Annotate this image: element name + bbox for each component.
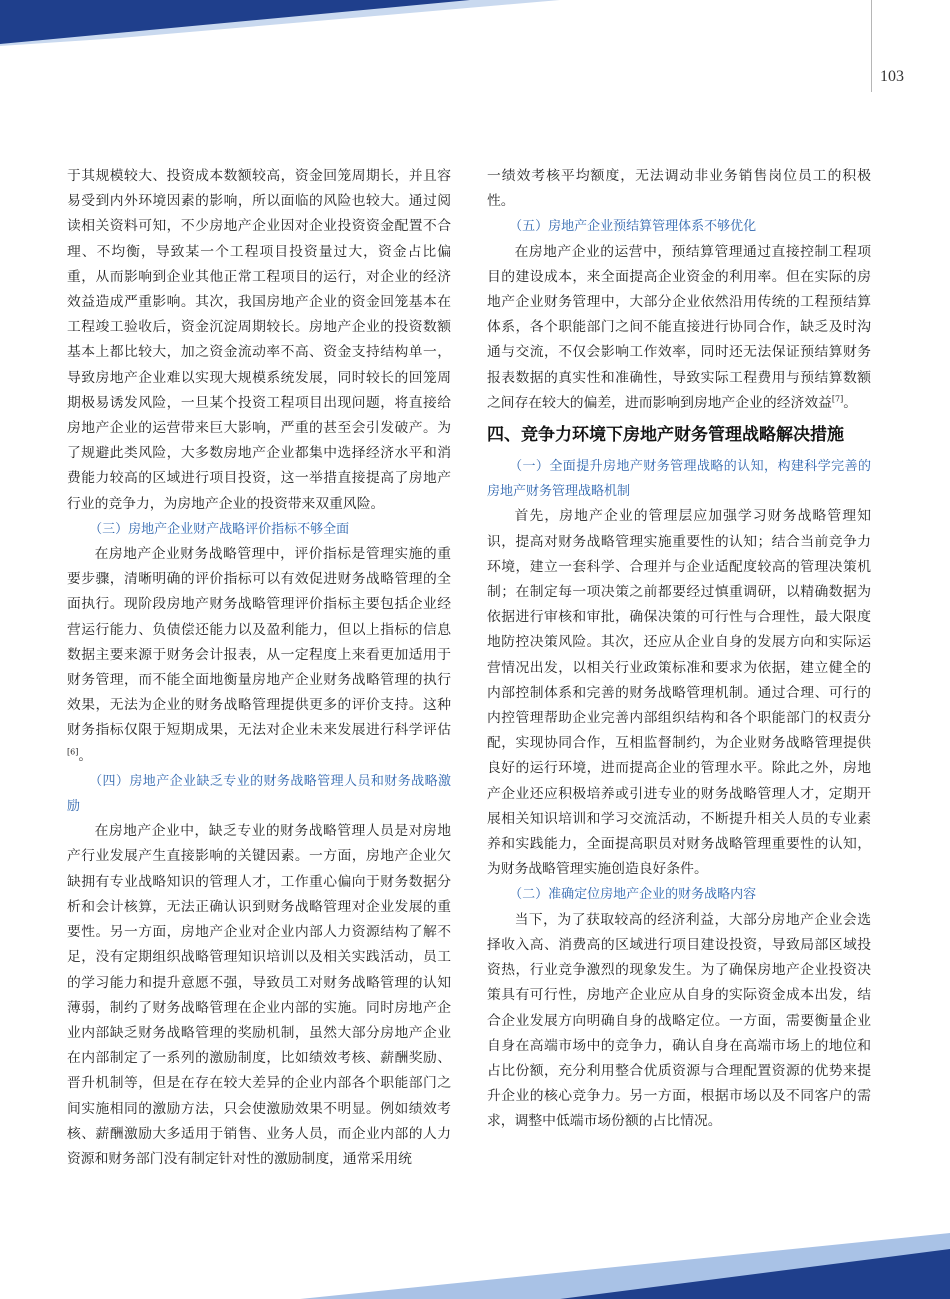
- body-paragraph: 在房地产企业中，缺乏专业的财务战略管理人员是对房地产行业发展产生直接影响的关键因素。一方面，房地产企业欠缺拥有专业战略知识的管理人才，工作重心偏向于财务数据分析和会计核算，无法正确认识到财务战略管理对企业发展的重要性。另一方面，房地产企业对企业内部人力资源结构了解不足，没有定期组织战略管理知识培训以及相关实践活动，员工的学习能力和提升意愿不强，导致员工对财务战略管理的认知薄弱，制约了财务战略管理在企业内部的实施。同时房地产企业内部缺乏财务战略管理的奖励机制，虽然大部分房地产企业在内部制定了一系列的激励制度，比如绩效考核、薪酬奖励、晋升机制等，但是在存在较大差异的企业内部各个职能部门之间实施相同的激励方法，只会使激励效果不明显。例如绩效考核、薪酬激励大多适用于销售、业务人员，而企业内部的人力资源和财务部门没有制定针对性的激励制度，通常采用统: [67, 823, 451, 1167]
- subsection-heading-3: （三）房地产企业财产战略评价指标不够全面: [89, 521, 350, 537]
- paragraph-text: 在房地产企业财务战略管理中，评价指标是管理实施的重要步骤，清晰明确的评价指标可以有效促进财务战略管理的全面执行。现阶段房地产财务战略管理评价指标主要包括企业经营运行能力、负债偿还能力以及盈利能力，但以上指标的信息数据主要来源于财务会计报表，从一定程度上来看更加适用于财务管理，而不能全面地衡量房地产企业财务战略管理的执行效果，无法为企业的财务战略管理提供更多的评价支持。这种财务指标仅限于短期成果，无法对企业未来发展进行科学评估: [67, 546, 451, 739]
- body-paragraph: 一绩效考核平均额度，无法调动非业务销售岗位员工的积极性。: [487, 168, 871, 210]
- body-paragraph: 于其规模较大、投资成本数额较高，资金回笼周期长，并且容易受到内外环境因素的影响，所以面临的风险也较大。通过阅读相关资料可知，不少房地产企业因对企业投资资金配置不合理、不均衡，导致某一个工程项目投资量过大，资金占比偏重，从而影响到企业其他正常工程项目的运行，对企业的经济效益造成严重影响。其次，我国房地产企业的资金回笼基本在工程竣工验收后，资金沉淀周期较长。房地产企业的投资数额基本上都比较大，加之资金流动率不高、资金支持结构单一，导致房地产企业难以实现大规模系统发展，同时较长的回笼周期极易诱发风险，一旦某个投资工程项目出现问题，将直接给房地产企业的运营带来巨大影响，严重的甚至会引发破产。为了规避此类风险，大多数房地产企业都集中选择经济水平和消费能力较高的区域进行项目投资，这一举措直接提高了房地产行业的竞争力，为房地产企业的投资带来双重风险。: [67, 168, 451, 512]
- page-number: 103: [880, 68, 904, 85]
- bottom-decorative-band: [0, 1215, 950, 1299]
- body-paragraph: 首先，房地产企业的管理层应加强学习财务战略管理知识，提高对财务战略管理实施重要性的认知；结合当前竞争力环境，建立一套科学、合理并与企业适配度较高的管理决策机制；在制定每一项决策之前都要经过慎重调研，以精确数据为依据进行审核和审批，确保决策的可行性与合理性，最大限度地防控决策风险。其次，还应从企业自身的发展方向和实际运营情况出发，以相关行业政策标准和要求为依据，建立健全的内部控制体系和完善的财务战略管理机制。通过合理、可行的内控管理帮助企业完善内部组织结构和各个职能部门的权责分配，实现协同合作，互相监督制约，为企业财务战略管理提供良好的运行环境，进而提高企业的管理水平。除此之外，房地产企业还应积极培养或引进专业的财务战略管理人才，定期开展相关知识培训和学习交流活动，不断提升相关人员的专业素养和实践能力，全面提高职员对财务战略管理重要性的认知，为财务战略管理实施创造良好条件。: [487, 508, 871, 878]
- body-paragraph: 当下，为了获取较高的经济利益，大部分房地产企业会选择收入高、消费高的区域进行项目建设投资，导致局部区域投资热，行业竞争激烈的现象发生。为了确保房地产企业投资决策具有可行性，房地产企业应从自身的实际资金成本出发，结合企业发展方向明确自身的战略定位。一方面，需要衡量企业自身在高端市场中的竞争力，确认自身在高端市场上的地位和占比份额，充分利用整合优质资源与合理配置资源的优势来提升企业的核心竞争力。另一方面，根据市场以及不同客户的需求，调整中低端市场份额的占比情况。: [487, 911, 871, 1130]
- paragraph-text: 在房地产企业的运营中，预结算管理通过直接控制工程项目的建设成本，来全面提高企业资金的利用率。但在实际的房地产企业财务管理中，大部分企业依然沿用传统的工程预结算体系，各个职能部门之间不能直接进行协同合作，缺乏及时沟通与交流，不仅会影响工作效率，同时还无法保证预结算财务报表数据的真实性和准确性，导致实际工程费用与预结算数额之间存在较大的偏差，进而影响到房地产企业的经济效益: [487, 243, 871, 411]
- top-decorative-band: [0, 0, 950, 60]
- section-heading-4: 四、竞争力环境下房地产财务管理战略解决措施: [487, 425, 844, 446]
- subsection-heading-4-2: （二）准确定位房地产企业的财务战略内容: [509, 887, 757, 903]
- body-paragraph: [67, 542, 451, 769]
- body-paragraph: [487, 240, 871, 416]
- subsection-heading-4: （四）房地产企业缺乏专业的财务战略管理人员和财务战略激励: [67, 773, 451, 815]
- paragraph-end: 。: [78, 747, 93, 764]
- citation-ref: [7]: [831, 394, 844, 404]
- paragraph-end: 。: [843, 394, 858, 411]
- top-band-dark: [0, 0, 470, 44]
- citation-ref: [6]: [67, 747, 79, 757]
- subsection-heading-4-1: （一）全面提升房地产财务管理战略的认知，构建科学完善的房地产财务管理战略机制: [487, 459, 871, 500]
- header-divider-line: [871, 0, 872, 92]
- left-column: [67, 164, 451, 1172]
- right-column: [487, 164, 871, 1135]
- subsection-heading-5: （五）房地产企业预结算管理体系不够优化: [509, 219, 757, 235]
